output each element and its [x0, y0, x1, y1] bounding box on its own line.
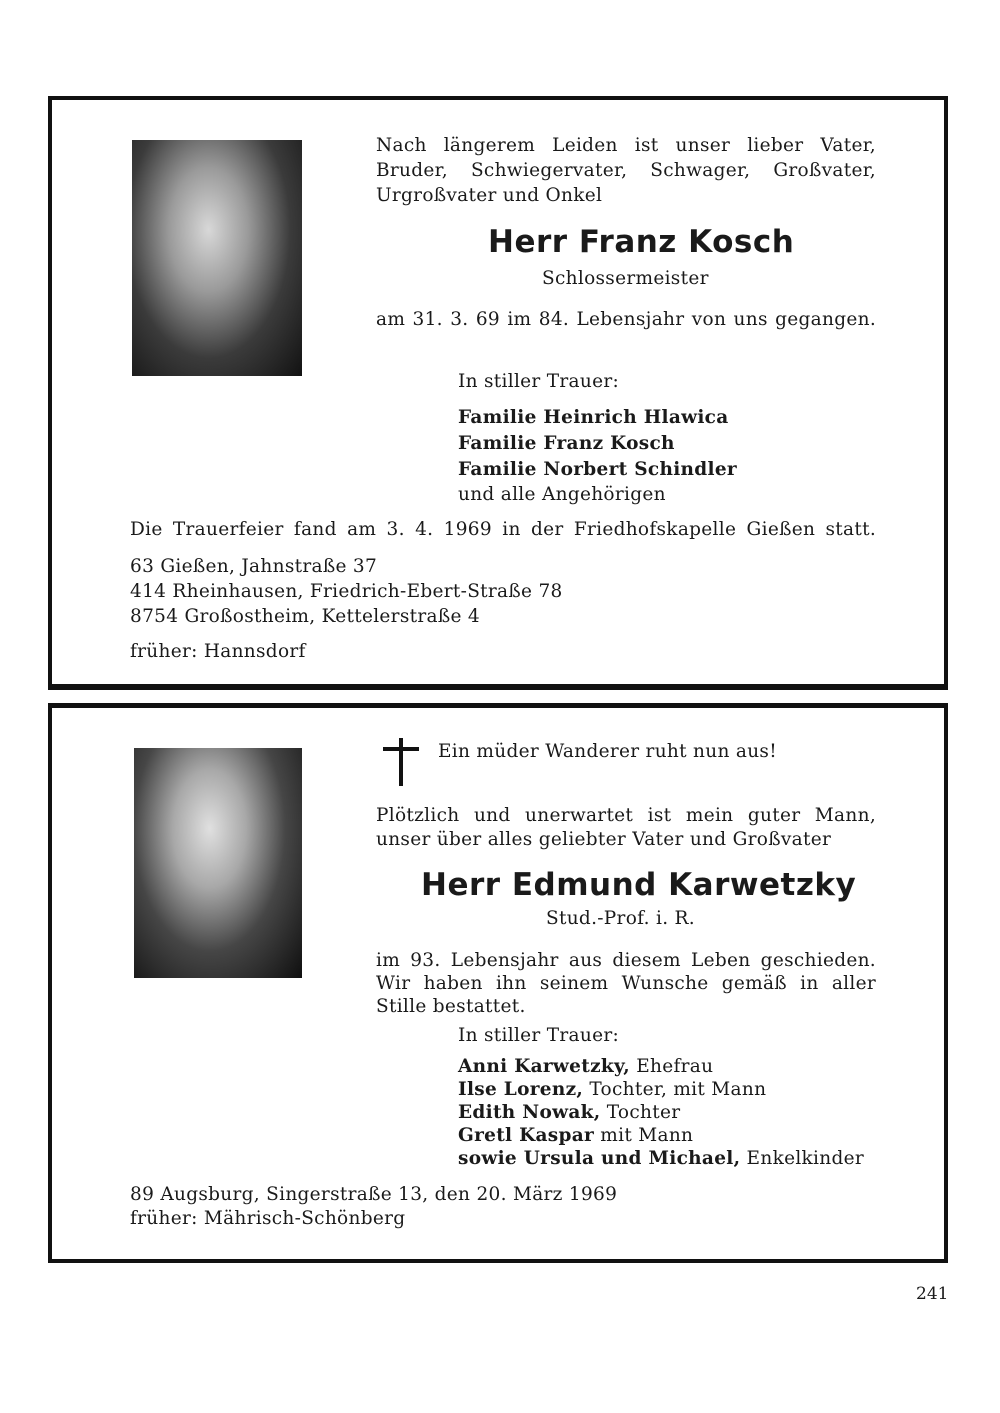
intro-line-1: Nach längerem Leiden ist unser lieber Vater,: [376, 135, 876, 156]
mourner-name: Anni Karwetzky,: [458, 1056, 631, 1077]
page-number: 241: [916, 1284, 949, 1304]
former-residence: früher: Hannsdorf: [130, 641, 306, 662]
intro-line-2: Bruder, Schwiegervater, Schwager, Großvater,: [376, 160, 876, 181]
deceased-name: Herr Franz Kosch: [488, 224, 795, 260]
mourner-relation: Tochter: [606, 1102, 681, 1123]
families-tail: und alle Angehörigen: [458, 484, 666, 505]
intro-line-1: Plötzlich und unerwartet ist mein guter Mann,: [376, 805, 876, 826]
motto: Ein müder Wanderer ruht nun aus!: [438, 741, 777, 762]
address-3: 8754 Großostheim, Kettelerstraße 4: [130, 606, 480, 627]
address-2: 414 Rheinhausen, Friedrich-Ebert-Straße 78: [130, 581, 563, 602]
former-residence: früher: Mährisch-Schönberg: [130, 1208, 406, 1229]
mourner-name: Ilse Lorenz,: [458, 1079, 584, 1100]
mourner-relation: Enkelkinder: [746, 1148, 865, 1169]
mourner-2: [458, 1077, 766, 1102]
family-2: Familie Franz Kosch: [458, 433, 675, 454]
portrait-photo-franz-kosch: [132, 140, 302, 376]
address-1: 63 Gießen, Jahnstraße 37: [130, 556, 378, 577]
mourning-label: In stiller Trauer:: [458, 1025, 620, 1046]
death-line-2: Wir haben ihn seinem Wunsche gemäß in aller: [376, 973, 876, 994]
mourning-label: In stiller Trauer:: [458, 371, 620, 392]
family-1: Familie Heinrich Hlawica: [458, 407, 729, 428]
obituary-notice-karwetzky: [48, 703, 948, 1263]
ceremony-line: Die Trauerfeier fand am 3. 4. 1969 in der Friedhofskapelle Gießen statt.: [130, 519, 876, 540]
mourner-5: [458, 1146, 864, 1171]
family-3: Familie Norbert Schindler: [458, 459, 737, 480]
death-line-1: im 93. Lebensjahr aus diesem Leben geschieden.: [376, 950, 876, 971]
mourner-relation: Tochter, mit Mann: [589, 1079, 767, 1100]
mourner-4: [458, 1123, 693, 1148]
death-line: am 31. 3. 69 im 84. Lebensjahr von uns gegangen.: [376, 309, 876, 330]
mourner-relation: Ehefrau: [636, 1056, 714, 1077]
mourner-relation: mit Mann: [600, 1125, 694, 1146]
mourner-name: Gretl Kaspar: [458, 1125, 595, 1146]
mourner-name: Edith Nowak,: [458, 1102, 601, 1123]
mourner-3: [458, 1100, 680, 1125]
intro-line-2: unser über alles geliebter Vater und Großvater: [376, 829, 832, 850]
mourner-1: [458, 1054, 713, 1079]
occupation: Schlossermeister: [542, 268, 709, 289]
deceased-name: Herr Edmund Karwetzky: [421, 867, 857, 903]
mourner-name: sowie Ursula und Michael,: [458, 1148, 741, 1169]
intro-line-3: Urgroßvater und Onkel: [376, 185, 603, 206]
death-line-3: Stille bestattet.: [376, 996, 526, 1017]
portrait-photo-edmund-karwetzky: [134, 748, 302, 978]
title: Stud.-Prof. i. R.: [546, 908, 695, 929]
obituary-notice-kosch: [48, 96, 948, 690]
address: 89 Augsburg, Singerstraße 13, den 20. März 1969: [130, 1184, 618, 1205]
